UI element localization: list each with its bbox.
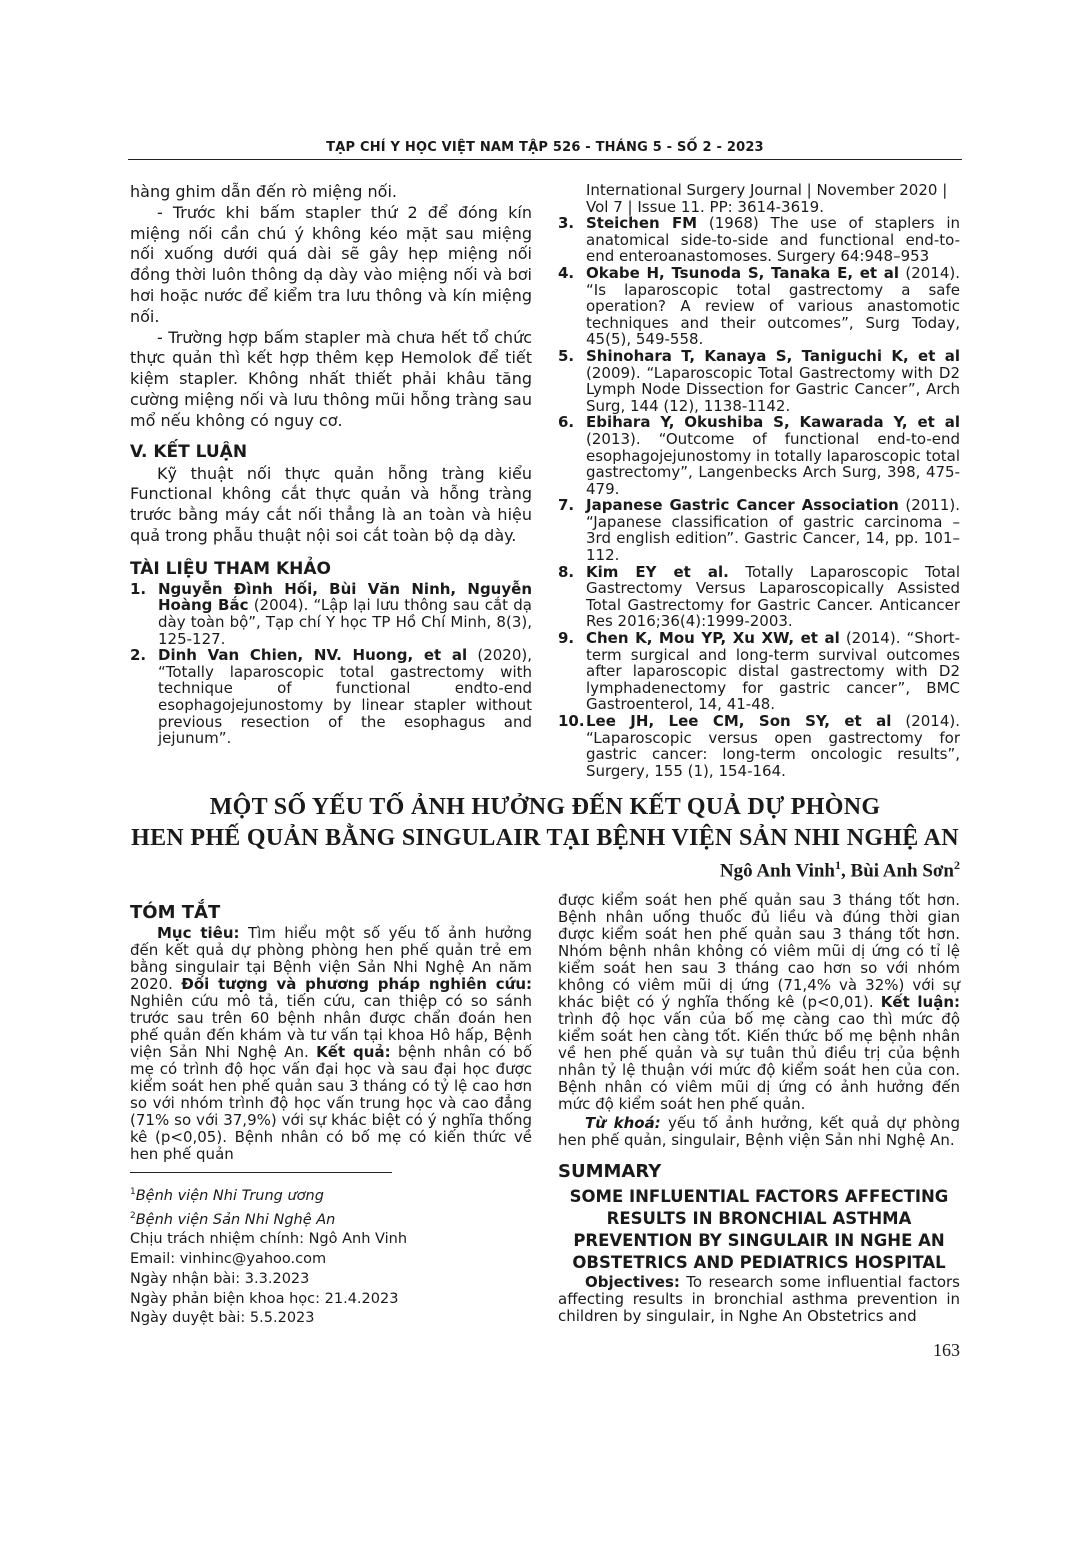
abstract-paragraph: được kiểm soát hen phế quản sau 3 tháng tốt hơn. Bệnh nhân uống thuốc đủ liều và đúng thời gian được kiểm soát hen phế quản sau 3 tháng tốt hơn. Nhóm bệnh nhân không có viêm mũi dị ứng có tỉ lệ kiểm soát hen sau 3 tháng cao hơn so với nhóm không có viêm mũi dị ứng (71,4% và 32%) với sự khác biệt có ý nghĩa thống kê (p<0,01). Kết luận: trình độ học vấn của bố mẹ càng cao thì mức độ kiểm soát hen càng tốt. Kiến thức bố mẹ bệnh nhân về hen phế quản và sự tuân thủ điều trị của bệnh nhân tỷ lệ thuận với mức độ kiểm soát hen của con. Bệnh nhân có viêm mũi dị ứng có ảnh hưởng đến mức độ kiểm soát hen phế quản. <box>558 891 960 1113</box>
reference-list <box>558 215 960 779</box>
section-heading-references: TÀI LIỆU THAM KHẢO <box>130 558 331 579</box>
journal-header: TẠP CHÍ Y HỌC VIỆT NAM TẬP 526 - THÁNG 5 - SỐ 2 - 2023 <box>326 140 764 155</box>
left-column-top <box>130 182 532 747</box>
abstract-heading: TÓM TẮT <box>130 902 221 923</box>
footnotes <box>130 1183 532 1329</box>
abstract-right <box>558 892 960 1325</box>
reference-item: 9. Chen K, Mou YP, Xu XW, et al (2014). “Short-term surgical and long-term survival outcomes after laparoscopic distal gastrectomy with D2 lymphadenectomy for gastric cancer”, BMC Gastroenterol, 14, 41-48. <box>558 629 960 714</box>
abstract-paragraph: Mục tiêu: Tìm hiểu một số yếu tố ảnh hưởng đến kết quả dự phòng phòng hen phế quản trẻ em bằng singulair tại Bệnh viện Sản Nhi Nghệ An năm 2020. Đối tượng và phương pháp nghiên cứu: Nghiên cứu mô tả, tiến cứu, can thiệp có so sánh trước sau trên 60 bệnh nhân được chẩn đoán hen phế quản đến khám và tư vấn tại khoa Hô hấp, Bệnh viện Sản Nhi Nghệ An. Kết quả: bệnh nhân có bố mẹ có trình độ học vấn đại học và sau đại học được kiểm soát hen phế quản sau 3 tháng có tỷ lệ cao hơn so với nhóm trình độ học vấn trung học và cao đẳng (71% so với 37,9%) với sự khác biệt có ý nghĩa thống kê (p<0,05). Bệnh nhân có bố mẹ có kiến thức về hen phế quản <box>130 924 533 1163</box>
paragraph: - Trường hợp bấm stapler mà chưa hết tổ chức thực quản thì kết hợp thêm kẹp Hemolok để tiết kiệm stapler. Không nhất thiết phải khâu tăng cường miệng nối và lưu thông mũi hỗng tràng sau mổ nếu không có nguy cơ. <box>130 327 532 430</box>
date-received: Ngày nhận bài: 3.3.2023 <box>130 1270 310 1287</box>
affiliation-2: $^2$Bệnh viện Sản Nhi Nghệ An <box>130 1210 336 1228</box>
keywords: Từ khoá: yếu tố ảnh hưởng, kết quả dự phòng hen phế quản, singulair, Bệnh viện Sản nhi Nghệ An. <box>558 1114 960 1149</box>
reference-item: 1. Nguyễn Đình Hối, Bùi Văn Ninh, Nguyễn Hoàng Bắc (2004). “Lập lại lưu thông sau cắt dạ dày toàn bộ”, Tạp chí Y học TP Hồ Chí Minh, 8(3), 125-127. <box>130 579 532 648</box>
summary-title: SOME INFLUENTIAL FACTORS AFFECTING RESULTS IN BRONCHIAL ASTHMA PREVENTION BY SINGULAIR IN NGHE AN OBSTETRICS AND PEDIATRICS HOSPITAL <box>569 1187 949 1272</box>
reference-list <box>130 581 532 747</box>
summary-heading: SUMMARY <box>558 1161 662 1182</box>
reference-item: 8. Kim EY et al. Totally Laparoscopic Total Gastrectomy Versus Laparoscopically Assisted Total Gastrectomy for Gastric Cancer. Anticancer Res 2016;36(4):1999-2003. <box>558 562 960 631</box>
paragraph: Kỹ thuật nối thực quản hỗng tràng kiểu Functional không cắt thực quản và hỗng tràng trước bằng máy cắt nối thẳng là an toàn và hiệu quả trong phẫu thuật nội soi cắt toàn bộ dạ dày. <box>130 463 532 545</box>
reference-item: 3. Steichen FM (1968) The use of staplers in anatomical side-to-side and functional end-to-end enteroanastomoses. Surgery 64:948–953 <box>558 214 961 266</box>
reference-continued: International Surgery Journal | November 2020 | Vol 7 | Issue 11. PP: 3614-3619. <box>586 181 948 216</box>
email: Email: vinhinc@yahoo.com <box>130 1251 327 1268</box>
reference-item: 7. Japanese Gastric Cancer Association (2011). “Japanese classification of gastric carcinoma – 3rd english edition”. Gastric Cancer, 14, pp. 101–112. <box>558 496 960 565</box>
article-title <box>128 792 962 854</box>
responsible-author: Chịu trách nhiệm chính: Ngô Anh Vinh <box>130 1231 408 1248</box>
author-line: Ngô Anh Vinh$^1$, Bùi Anh Sơn$^2$ <box>719 858 960 882</box>
date-reviewed: Ngày phản biện khoa học: 21.4.2023 <box>130 1290 399 1307</box>
right-column-top <box>558 182 960 779</box>
section-heading-conclusion: V. KẾT LUẬN <box>130 441 248 462</box>
page-number: 163 <box>933 1340 960 1360</box>
reference-item: 5. Shinohara T, Kanaya S, Taniguchi K, et al (2009). “Laparoscopic Total Gastrectomy with D2 Lymph Node Dissection for Gastric Cancer”, Arch Surg, 144 (12), 1138-1142. <box>558 346 960 415</box>
affiliation-1: $^1$Bệnh viện Nhi Trung ương <box>130 1187 324 1204</box>
author-name: Ngô Anh Vinh <box>719 860 836 882</box>
article-title-line: HEN PHẾ QUẢN BẰNG SINGULAIR TẠI BỆNH VIỆN SẢN NHI NGHỆ AN <box>131 825 959 851</box>
author-name: Bùi Anh Sơn <box>850 860 954 882</box>
reference-item: 10. Lee JH, Lee CM, Son SY, et al (2014). “Laparoscopic versus open gastrectomy for gastric cancer: long-term oncologic results”, Surgery, 155 (1), 154-164. <box>558 712 961 780</box>
article-title-line: MỘT SỐ YẾU TỐ ẢNH HƯỞNG ĐẾN KẾT QUẢ DỰ PHÒNG <box>209 794 881 820</box>
affiliation-marker: 1 <box>835 858 842 872</box>
footnote-rule <box>130 1172 392 1173</box>
paragraph: hàng ghim dẫn đến rò miệng nối. <box>130 182 397 201</box>
paragraph: - Trước khi bấm stapler thứ 2 để đóng kín miệng nối cần chú ý không kéo mặt sau miệng nối xuống dưới quá dài sẽ gây hẹp miệng nối đồng thời luôn thông dạ dày vào miệng nối và bơi hơi hoặc nước để kiểm tra lưu thông và kín miệng nối. <box>130 202 532 326</box>
date-accepted: Ngày duyệt bài: 5.5.2023 <box>130 1310 315 1327</box>
abstract-vi-left <box>130 898 532 1163</box>
header-rule <box>128 159 962 160</box>
affiliation-marker: 2 <box>954 858 960 872</box>
reference-item: 4. Okabe H, Tsunoda S, Tanaka E, et al (2014). “Is laparoscopic total gastrectomy a safe operation? A review of various anastomotic techniques and their outcomes”, Surg Today, 45(5), 549-558. <box>558 263 960 349</box>
reference-item: 6. Ebihara Y, Okushiba S, Kawarada Y, et al (2013). “Outcome of functional end-to-end esophagojejunostomy in totally laparoscopic total gastrectomy”, Langenbecks Arch Surg, 398, 475-479. <box>558 413 960 498</box>
reference-item: 2. Dinh Van Chien, NV. Huong, et al (2020), “Totally laparoscopic total gastrectomy with technique of functional endto-end esophagojejunostomy by linear stapler without previous resection of the esophagus and jejunum”. <box>130 646 532 748</box>
summary-paragraph: Objectives: To research some influential factors affecting results in bronchial asthma prevention in children by singulair, in Nghe An Obstetrics and <box>558 1273 960 1325</box>
